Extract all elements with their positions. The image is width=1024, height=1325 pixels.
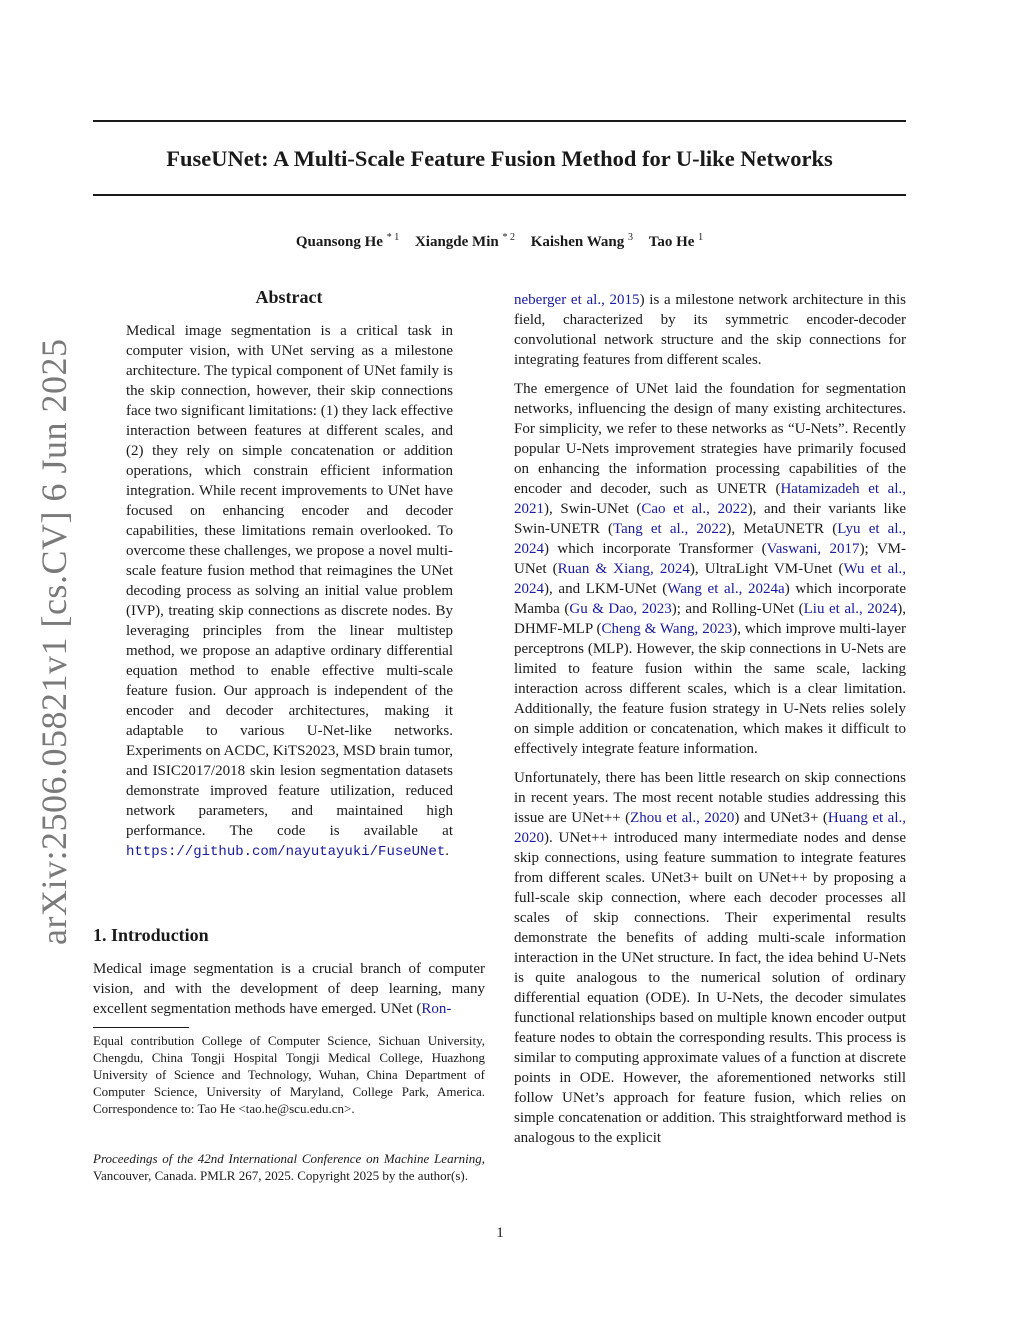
citation-link[interactable]: Cheng & Wang, 2023 <box>601 621 733 637</box>
title-bottom-rule <box>93 194 906 196</box>
citation-link[interactable]: Zhou et al., 2020 <box>630 810 735 826</box>
abstract-text: Medical image segmentation is a critical task in computer vision, with UNet serving as a milestone architecture. The typical component of UNet family is the skip connection, however, their skip connections face two significant limitations: (1) they lack effective interaction between features at different scales, and (2) they rely on simple concatenation or addition operations, which constrain efficient information integration. While recent improvements to UNet have focused on enhancing encoder and decoder capabilities, these limitations remain overlooked. To overcome these challenges, we propose a novel multi-scale feature fusion method that reimagines the UNet decoding process as solving an initial value problem (IVP), treating skip connections as discrete nodes. By leveraging principles from the linear multistep method, we propose an adaptive ordinary differential equation method to enable effective multi-scale feature fusion. Our approach is independent of the encoder and decoder architectures, making it adaptable to various U-Net-like networks. Experiments on ACDC, KiTS2023, MSD brain tumor, and ISIC2017/2018 skin lesion segmentation datasets demonstrate improved feature utilization, reduced network parameters, and maintained high performance. The code is available at <box>126 323 453 839</box>
author: Tao He $^1$ <box>648 232 704 250</box>
abstract-body: Medical image segmentation is a critical task in computer vision, with UNet serving as a milestone architecture. The typical component of UNet family is the skip connection, however, their skip connections face two significant limitations: (1) they lack effective interaction between features at different scales, and (2) they rely on simple concatenation or addition operations, which constrain efficient information integration. While recent improvements to UNet have focused on enhancing encoder and decoder capabilities, these limitations remain overlooked. To overcome these challenges, we propose a novel multi-scale feature fusion method that reimagines the UNet decoding process as solving an initial value problem (IVP), treating skip connections as discrete nodes. By leveraging principles from the linear multistep method, we propose an adaptive ordinary differential equation method to enable effective multi-scale feature fusion. Our approach is independent of the encoder and decoder architectures, making it adaptable to various U-Net-like networks. Experiments on ACDC, KiTS2023, MSD brain tumor, and ISIC2017/2018 skin lesion segmentation datasets demonstrate improved feature utilization, reduced network parameters, and maintained high performance. The code is available at https://github.com/nayutayuki/FuseUNet. <box>126 323 453 860</box>
paper-title: FuseUNet: A Multi-Scale Feature Fusion Method for U-like Networks <box>166 146 833 171</box>
author: Xiangde Min $^{* 2}$ <box>414 232 515 250</box>
body-text: ) and UNet3+ ( <box>734 810 828 826</box>
citation-link[interactable]: Wu et al., 2024 <box>514 561 906 597</box>
body-text: ); and Rolling-UNet ( <box>671 601 804 617</box>
body-text: ) which incorporate Mamba ( <box>514 581 907 617</box>
arxiv-identifier: arXiv:2506.05821v1 [cs.CV] 6 Jun 2025 <box>34 338 74 945</box>
citation-link[interactable]: neberger et al., 2015 <box>514 292 640 308</box>
citation-link[interactable]: Ruan & Xiang, 2024 <box>557 561 690 577</box>
intro-paragraph: Medical image segmentation is a crucial branch of computer vision, and with the development of deep learning, many excellent segmentation methods have emerged. UNet (Ron- <box>93 961 485 1017</box>
body-text: ); VM-UNet ( <box>514 541 906 577</box>
author: Quansong He $^{* 1}$ <box>295 232 400 250</box>
body-paragraph <box>514 768 906 1148</box>
body-text: ) which incorporate Transformer ( <box>544 541 767 557</box>
abstract-heading: Abstract <box>255 287 323 307</box>
intro-heading: 1. Introduction <box>93 925 209 945</box>
body-text: ), and LKM-UNet ( <box>544 581 668 597</box>
body-text: ), UltraLight VM-Unet ( <box>689 561 844 577</box>
body-text: ) is a milestone network architecture in this field, characterized by its symmetric encoder-decoder convolutional network structure and the skip connections for integrating features from different scales. <box>514 292 906 368</box>
citation-link[interactable]: Wang et al., 2024a <box>667 581 785 597</box>
body-paragraph <box>514 290 906 370</box>
citation-link[interactable]: Ron- <box>421 1001 452 1017</box>
right-column <box>514 290 906 1148</box>
citation-link[interactable]: Cao et al., 2022 <box>641 501 748 517</box>
citation-link[interactable]: Vaswani, 2017 <box>766 541 860 557</box>
title-top-rule <box>93 120 906 122</box>
body-text: ), and their variants like Swin-UNETR ( <box>514 501 906 537</box>
body-text: ), MetaUNETR ( <box>726 521 838 537</box>
citation-link[interactable]: Hatamizadeh et al., 2021 <box>514 481 906 517</box>
page-number: 1 <box>496 1225 504 1241</box>
citation-link[interactable]: Huang et al., 2020 <box>514 810 906 846</box>
body-text: Unfortunately, there has been little research on skip connections in recent years. The most recent notable studies addressing this issue are UNet++ ( <box>514 770 906 826</box>
body-text: ), which improve multi-layer perceptrons (MLP). However, the skip connections in U-Nets are limited to feature fusion within the same scale, lacking interaction across different scales, which is a clear limitation. Additionally, the feature fusion strategy in U-Nets relies solely on simple addition or concatenation, which makes it difficult to effectively integrate feature information. <box>514 621 906 757</box>
proceedings-footnote: Proceedings of the 42nd International Conference on Machine Learning, Vancouver, Canada. PMLR 267, 2025. Copyright 2025 by the author(s). <box>93 1151 485 1183</box>
citation-link[interactable]: Tang et al., 2022 <box>612 521 727 537</box>
author-list <box>93 232 906 251</box>
footnote-rule <box>93 1027 189 1028</box>
citation-link[interactable]: Gu & Dao, 2023 <box>569 601 672 617</box>
body-paragraph <box>514 379 906 759</box>
citation-link[interactable]: Lyu et al., 2024 <box>514 521 906 557</box>
body-text: ), Swin-UNet ( <box>544 501 642 517</box>
code-link[interactable]: https://github.com/nayutayuki/FuseUNet <box>126 844 446 860</box>
body-text: The emergence of UNet laid the foundation for segmentation networks, influencing the design of many existing architectures. For simplicity, we refer to these networks as “U-Nets”. Recently popular U-Nets improvement strategies have primarily focused on enhancing the information processing capabilities of the encoder and decoder, such as UNETR ( <box>514 381 906 497</box>
author: Kaishen Wang $^3$ <box>530 232 633 250</box>
body-text: ). UNet++ introduced many intermediate nodes and dense skip connections, using feature summation to integrate features from different scales. UNet3+ built on UNet++ by proposing a full-scale skip connection, where each decoder processes all scales of skip connections. Their experimental results demonstrate the benefits of adding multi-scale information interaction in the UNet structure. In fact, the idea behind U-Nets is quite analogous to the numerical solution of ordinary differential equation (ODE). In U-Nets, the decoder simulates functional relationships based on multiple known encoder output feature nodes to obtain the corresponding results. This process is similar to computing approximate values of a function at discrete points in ODE. However, the aforementioned networks still follow UNet’s approach for feature fusion, which relies on simple concatenation or addition. This straightforward method is analogous to the explicit <box>514 830 906 1146</box>
body-text: ), DHMF-MLP ( <box>514 601 906 637</box>
affiliation-footnote: Equal contribution College of Computer Science, Sichuan University, Chengdu, China Tongji Hospital Tongji Medical College, Huazhong University of Science and Technology, Wuhan, China Department of Computer Science, University of Maryland, College Park, America. Correspondence to: Tao He <tao.he@scu.edu.cn>. <box>93 1033 485 1116</box>
citation-link[interactable]: Liu et al., 2024 <box>803 601 898 617</box>
